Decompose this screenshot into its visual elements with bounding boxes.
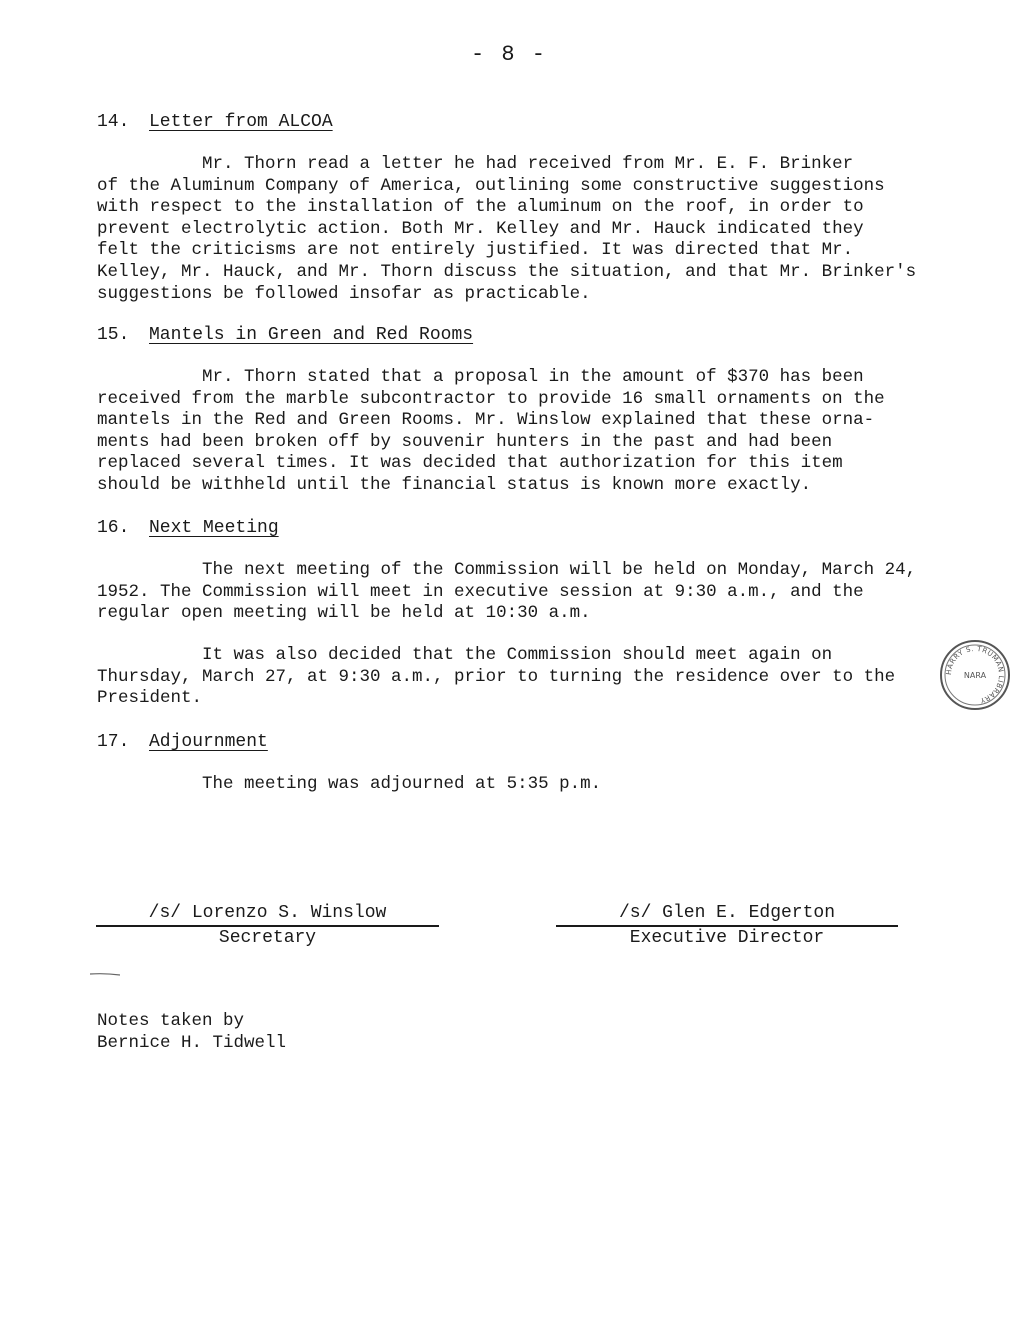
section-title: Letter from ALCOA xyxy=(149,112,333,132)
signature-role: Executive Director xyxy=(629,928,825,948)
pen-mark xyxy=(90,972,120,976)
signature-name: /s/ Glen E. Edgerton xyxy=(556,903,898,927)
section-17-paragraph xyxy=(97,774,927,796)
section-title: Next Meeting xyxy=(149,518,279,538)
section-heading-16 xyxy=(97,518,279,538)
library-stamp-icon xyxy=(940,640,1010,710)
text-line: should be withheld until the financial status is known more exactly. xyxy=(97,474,812,495)
text-line: President. xyxy=(97,688,203,709)
text-line: received from the marble subcontractor to provide 16 small ornaments on the xyxy=(97,388,885,409)
text-line: Mr. Thorn stated that a proposal in the amount of $370 has been xyxy=(97,367,864,387)
text-line: The next meeting of the Commission will be held on Monday, March 24, xyxy=(97,560,917,580)
text-line: The meeting was adjourned at 5:35 p.m. xyxy=(97,774,602,794)
stamp-inner-text: NARA xyxy=(963,671,987,680)
text-line: suggestions be followed insofar as practicable. xyxy=(97,283,591,304)
section-16-paragraph-1 xyxy=(97,560,927,625)
text-line: ments had been broken off by souvenir hunters in the past and had been xyxy=(97,431,833,452)
text-line: felt the criticisms are not entirely justified. It was directed that Mr. xyxy=(97,240,854,261)
signature-role: Secretary xyxy=(218,928,317,948)
text-line: It was also decided that the Commission should meet again on xyxy=(97,645,833,665)
text-line: Mr. Thorn read a letter he had received from Mr. E. F. Brinker xyxy=(97,154,854,174)
text-line: of the Aluminum Company of America, outlining some constructive suggestions xyxy=(97,175,885,196)
notes-label: Notes taken by xyxy=(97,1011,245,1031)
section-number: 14. xyxy=(97,112,130,132)
section-heading-14 xyxy=(97,112,333,132)
notes-taken-by xyxy=(97,1010,286,1054)
text-line: replaced several times. It was decided that authorization for this item xyxy=(97,453,843,474)
page-number: - 8 - xyxy=(470,42,547,67)
text-line: regular open meeting will be held at 10:30 a.m. xyxy=(97,603,591,624)
section-number: 15. xyxy=(97,325,130,345)
text-line: 1952. The Commission will meet in executive session at 9:30 a.m., and the xyxy=(97,581,864,602)
section-16-paragraph-2 xyxy=(97,645,927,710)
signature-name: /s/ Lorenzo S. Winslow xyxy=(96,903,439,927)
signature-executive-director xyxy=(556,903,898,948)
section-heading-15 xyxy=(97,325,473,345)
section-number: 17. xyxy=(97,732,130,752)
stamp-ring-text: HARRY S. TRUMAN LIBRARY xyxy=(944,644,1006,705)
text-line: Thursday, March 27, at 9:30 a.m., prior to turning the residence over to the xyxy=(97,666,896,687)
text-line: mantels in the Red and Green Rooms. Mr. Winslow explained that these orna- xyxy=(97,410,875,431)
text-line: with respect to the installation of the aluminum on the roof, in order to xyxy=(97,197,864,218)
section-heading-17 xyxy=(97,732,268,752)
section-15-paragraph xyxy=(97,367,927,497)
text-line: prevent electrolytic action. Both Mr. Kelley and Mr. Hauck indicated they xyxy=(97,218,864,239)
section-14-paragraph xyxy=(97,154,927,305)
signature-secretary xyxy=(96,903,439,948)
section-title: Adjournment xyxy=(149,732,268,752)
section-number: 16. xyxy=(97,518,130,538)
text-line: Kelley, Mr. Hauck, and Mr. Thorn discuss the situation, and that Mr. Brinker's xyxy=(97,261,917,282)
stamp-seal xyxy=(942,642,1008,708)
section-title: Mantels in Green and Red Rooms xyxy=(149,325,474,345)
notes-author: Bernice H. Tidwell xyxy=(97,1033,287,1053)
